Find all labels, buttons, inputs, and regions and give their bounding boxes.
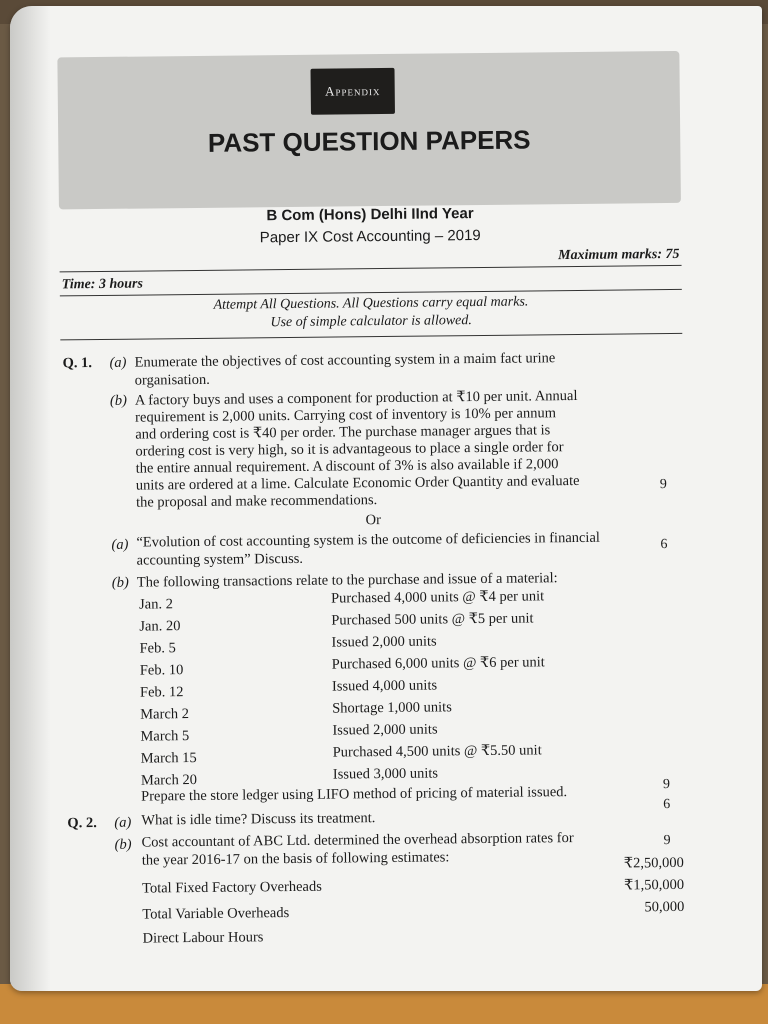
time-allowed: Time: 3 hours [61, 276, 143, 293]
transaction-date: March 20 [140, 771, 197, 789]
transaction-date: March 2 [140, 706, 190, 723]
estimate-item: Direct Labour Hours [142, 929, 264, 947]
q1-part-b-line: ordering cost is very high, so it is advantageous to place a single order for [135, 439, 564, 460]
q1-part-b-label: (b) [109, 392, 127, 409]
transaction-date: Feb. 10 [139, 662, 184, 679]
transaction-description: Purchased 500 units @ ₹5 per unit [331, 610, 534, 629]
transaction-description: Issued 3,000 units [332, 765, 439, 783]
header-rule-top [60, 265, 682, 273]
q1-part-a-line-1: Enumerate the objectives of cost accounting system in a maim fact urine [134, 350, 556, 371]
q2-part-b-line-2: the year 2016-17 on the basis of following estimates: [141, 849, 450, 869]
page-content [10, 6, 762, 991]
q2-part-b-label: (b) [114, 836, 132, 853]
transaction-date: Feb. 5 [139, 640, 176, 657]
q1-alt-part-b-label: (b) [111, 574, 129, 591]
transaction-date: Jan. 2 [139, 596, 174, 613]
q2-part-a-marks: 6 [663, 797, 671, 813]
transaction-description: Issued 2,000 units [331, 633, 437, 651]
q1-part-b-line: and ordering cost is ₹40 per order. The purchase manager argues that is [135, 422, 551, 443]
q1-alt-part-b-intro: The following transactions relate to the purchase and issue of a material: [136, 570, 558, 591]
q1-part-a-label: (a) [109, 354, 127, 371]
transaction-description: Issued 2,000 units [332, 721, 438, 739]
q1-part-b-line: units are ordered at a lime. Calculate Economic Order Quantity and evaluate [135, 472, 580, 494]
q1-alt-part-b-marks: 9 [662, 777, 671, 793]
q2-part-a-text: What is idle time? Discuss its treatment. [141, 810, 376, 829]
q1-alt-part-a-line-1: “Evolution of cost accounting system is the outcome of deficiencies in financial [136, 529, 600, 551]
transaction-date: March 15 [140, 749, 197, 767]
transaction-description: Purchased 4,500 units @ ₹5.50 unit [332, 742, 542, 761]
transaction-description: Issued 4,000 units [331, 677, 438, 695]
q1-part-b-marks: 9 [659, 477, 667, 493]
transaction-date: March 5 [140, 728, 190, 745]
header-rule-bottom [60, 333, 682, 341]
paper-title: Paper IX Cost Accounting – 2019 [259, 226, 481, 247]
q1-alt-part-a-label: (a) [111, 536, 129, 553]
q2-part-a-label: (a) [114, 814, 132, 831]
q1-part-b-line: A factory buys and uses a component for production at ₹10 per unit. Annual [134, 387, 578, 409]
instruction-line-2: Use of simple calculator is allowed. [270, 313, 472, 331]
q1-part-b-line: the entire annual requirement. A discount of 3% is also available if 2,000 [135, 456, 559, 477]
book-page [10, 6, 762, 991]
instruction-line-1: Attempt All Questions. All Questions carry equal marks. [213, 294, 529, 313]
transaction-description: Purchased 4,000 units @ ₹4 per unit [330, 588, 545, 607]
q1-part-a-line-2: organisation. [134, 371, 210, 389]
transaction-description: Purchased 6,000 units @ ₹6 per unit [331, 654, 545, 673]
estimate-value: 50,000 [644, 898, 685, 916]
appendix-tag: Appendix [310, 68, 394, 115]
estimate-value: ₹2,50,000 [623, 854, 684, 872]
q2-part-b-marks: 9 [663, 833, 671, 849]
question-1-label: Q. 1. [62, 355, 93, 372]
q1-part-b-line: requirement is 2,000 units. Carrying cost of inventory is 10% per annum [135, 405, 557, 426]
q1-alt-part-a-line-2: accounting system” Discuss. [136, 550, 304, 569]
q2-part-b-line-1: Cost accountant of ABC Ltd. determined the overhead absorption rates for [141, 830, 574, 851]
q1-alt-part-b-closing: Prepare the store ledger using LIFO method of pricing of material issued. [141, 784, 568, 805]
transaction-date: Jan. 20 [139, 618, 181, 635]
q1-part-b-line: the proposal and make recommendations. [135, 492, 378, 511]
q1-alt-part-a-marks: 6 [660, 537, 668, 553]
page-title: PAST QUESTION PAPERS [207, 124, 531, 158]
estimate-item: Total Fixed Factory Overheads [141, 878, 322, 897]
transaction-description: Shortage 1,000 units [332, 699, 452, 717]
estimate-value: ₹1,50,000 [623, 876, 685, 894]
course-title: B Com (Hons) Delhi IInd Year [266, 205, 474, 225]
maximum-marks: Maximum marks: 75 [558, 246, 680, 264]
question-2-label: Q. 2. [67, 815, 97, 832]
estimate-item: Total Variable Overheads [142, 905, 290, 923]
transaction-date: Feb. 12 [139, 684, 184, 701]
or-divider: Or [365, 512, 381, 529]
